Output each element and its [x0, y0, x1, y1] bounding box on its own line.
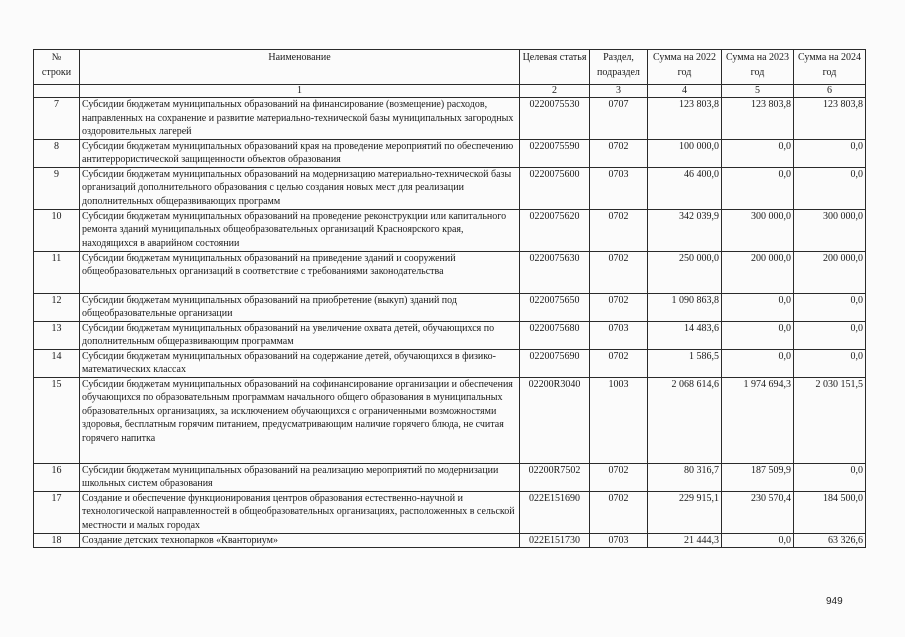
header-num: № строки: [34, 50, 80, 85]
table-row: [34, 98, 866, 140]
row-number: 12: [34, 293, 80, 321]
row-sum-2022: 342 039,9: [648, 209, 722, 251]
row-name: Создание детских технопарков «Кванториум»: [80, 533, 520, 548]
row-sum-2022: 14 483,6: [648, 321, 722, 349]
row-number: 14: [34, 349, 80, 377]
row-number: 11: [34, 251, 80, 293]
row-number: 17: [34, 491, 80, 533]
row-section: 0707: [590, 98, 648, 140]
row-sum-2024: 2 030 151,5: [794, 377, 866, 463]
row-sum-2024: 0,0: [794, 349, 866, 377]
col-number: 1: [80, 85, 520, 98]
row-sum-2024: 0,0: [794, 167, 866, 209]
row-number: 8: [34, 139, 80, 167]
header-sum-2024: Сумма на 2024 год: [794, 50, 866, 85]
table-header-row: [34, 50, 866, 85]
row-code: 02200R3040: [520, 377, 590, 463]
row-code: 02200R7502: [520, 463, 590, 491]
row-sum-2024: 200 000,0: [794, 251, 866, 293]
table-row: [34, 167, 866, 209]
row-sum-2024: 0,0: [794, 463, 866, 491]
row-section: 0702: [590, 491, 648, 533]
row-sum-2023: 0,0: [722, 533, 794, 548]
row-name: Субсидии бюджетам муниципальных образований на приведение зданий и сооружений общеобразовательных организаций в соответствие с требованиями законодательства: [80, 251, 520, 293]
row-section: 0703: [590, 321, 648, 349]
row-code: 022E151730: [520, 533, 590, 548]
col-number-empty: [34, 85, 80, 98]
table-row: [34, 491, 866, 533]
table-row: [34, 139, 866, 167]
col-number: 4: [648, 85, 722, 98]
row-section: 0702: [590, 209, 648, 251]
row-sum-2024: 0,0: [794, 293, 866, 321]
row-sum-2023: 123 803,8: [722, 98, 794, 140]
row-sum-2022: 80 316,7: [648, 463, 722, 491]
row-section: 0702: [590, 293, 648, 321]
table-row: [34, 209, 866, 251]
row-sum-2022: 2 068 614,6: [648, 377, 722, 463]
row-sum-2024: 0,0: [794, 139, 866, 167]
row-name: Субсидии бюджетам муниципальных образований на реализацию мероприятий по модернизации школьных систем образования: [80, 463, 520, 491]
table-row: [34, 251, 866, 293]
row-section: 0702: [590, 251, 648, 293]
row-section: 0702: [590, 463, 648, 491]
row-number: 13: [34, 321, 80, 349]
row-number: 7: [34, 98, 80, 140]
row-section: 1003: [590, 377, 648, 463]
row-sum-2023: 0,0: [722, 321, 794, 349]
row-name: Субсидии бюджетам муниципальных образований на увеличение охвата детей, обучающихся по дополнительным общеразвивающим программам: [80, 321, 520, 349]
row-sum-2023: 200 000,0: [722, 251, 794, 293]
row-number: 15: [34, 377, 80, 463]
row-sum-2024: 63 326,6: [794, 533, 866, 548]
row-name: Субсидии бюджетам муниципальных образований на проведение реконструкции или капитального ремонта зданий муниципальных общеобразовательных организаций Красноярского края, находящихся в аварийном состоянии: [80, 209, 520, 251]
row-code: 0220075620: [520, 209, 590, 251]
row-code: 0220075600: [520, 167, 590, 209]
table-row: [34, 533, 866, 548]
col-number: 2: [520, 85, 590, 98]
row-sum-2023: 187 509,9: [722, 463, 794, 491]
row-number: 16: [34, 463, 80, 491]
row-name: Субсидии бюджетам муниципальных образований на приобретение (выкуп) зданий под общеобразовательные организации: [80, 293, 520, 321]
row-sum-2023: 0,0: [722, 139, 794, 167]
row-sum-2024: 123 803,8: [794, 98, 866, 140]
row-sum-2023: 300 000,0: [722, 209, 794, 251]
row-code: 0220075530: [520, 98, 590, 140]
col-number: 5: [722, 85, 794, 98]
row-section: 0702: [590, 349, 648, 377]
row-sum-2022: 123 803,8: [648, 98, 722, 140]
row-sum-2024: 184 500,0: [794, 491, 866, 533]
row-section: 0702: [590, 139, 648, 167]
row-name: Субсидии бюджетам муниципальных образований на содержание детей, обучающихся в физико-математических классах: [80, 349, 520, 377]
header-sum-2022: Сумма на 2022 год: [648, 50, 722, 85]
row-number: 10: [34, 209, 80, 251]
row-section: 0703: [590, 167, 648, 209]
table-row: [34, 349, 866, 377]
row-code: 0220075630: [520, 251, 590, 293]
row-sum-2024: 300 000,0: [794, 209, 866, 251]
row-name: Создание и обеспечение функционирования центров образования естественно-научной и технологической направленностей в общеобразовательных организациях, расположенных в сельской местности и малых городах: [80, 491, 520, 533]
col-number: 3: [590, 85, 648, 98]
row-sum-2023: 0,0: [722, 167, 794, 209]
row-section: 0703: [590, 533, 648, 548]
row-sum-2022: 250 000,0: [648, 251, 722, 293]
header-section: Раздел, подраздел: [590, 50, 648, 85]
row-name: Субсидии бюджетам муниципальных образований на софинансирование организации и обеспечения обучающихся по образовательным программам начального общего образования в муниципальных образовательных организациях, за исключением обучающихся с ограниченными возможностями здоровья, бесплатным горячим питанием, предусматривающим наличие горячего блюда, не считая горячего напитка: [80, 377, 520, 463]
row-number: 18: [34, 533, 80, 548]
row-sum-2022: 21 444,3: [648, 533, 722, 548]
table-row: [34, 463, 866, 491]
row-sum-2022: 100 000,0: [648, 139, 722, 167]
table-row: [34, 321, 866, 349]
row-sum-2022: 1 090 863,8: [648, 293, 722, 321]
row-code: 022E151690: [520, 491, 590, 533]
row-sum-2023: 1 974 694,3: [722, 377, 794, 463]
budget-table: [33, 49, 866, 548]
row-code: 0220075590: [520, 139, 590, 167]
page-number: 949: [826, 596, 843, 607]
row-sum-2023: 0,0: [722, 293, 794, 321]
row-code: 0220075690: [520, 349, 590, 377]
header-code: Целевая статья: [520, 50, 590, 85]
row-code: 0220075680: [520, 321, 590, 349]
header-sum-2023: Сумма на 2023 год: [722, 50, 794, 85]
row-name: Субсидии бюджетам муниципальных образований края на проведение мероприятий по обеспечению антитеррористической защищенности объектов образования: [80, 139, 520, 167]
row-sum-2022: 46 400,0: [648, 167, 722, 209]
column-numbers-row: [34, 85, 866, 98]
row-sum-2023: 0,0: [722, 349, 794, 377]
row-sum-2022: 1 586,5: [648, 349, 722, 377]
col-number: 6: [794, 85, 866, 98]
row-sum-2023: 230 570,4: [722, 491, 794, 533]
header-name: Наименование: [80, 50, 520, 85]
table-row: [34, 293, 866, 321]
row-number: 9: [34, 167, 80, 209]
row-code: 0220075650: [520, 293, 590, 321]
row-name: Субсидии бюджетам муниципальных образований на модернизацию материально-технической базы организаций дополнительного образования с целью создания новых мест для реализации дополнительных общеразвивающих программ: [80, 167, 520, 209]
row-sum-2024: 0,0: [794, 321, 866, 349]
table-row: [34, 377, 866, 463]
row-sum-2022: 229 915,1: [648, 491, 722, 533]
row-name: Субсидии бюджетам муниципальных образований на финансирование (возмещение) расходов, направленных на сохранение и развитие материально-технической базы муниципальных загородных оздоровительных лагерей: [80, 98, 520, 140]
